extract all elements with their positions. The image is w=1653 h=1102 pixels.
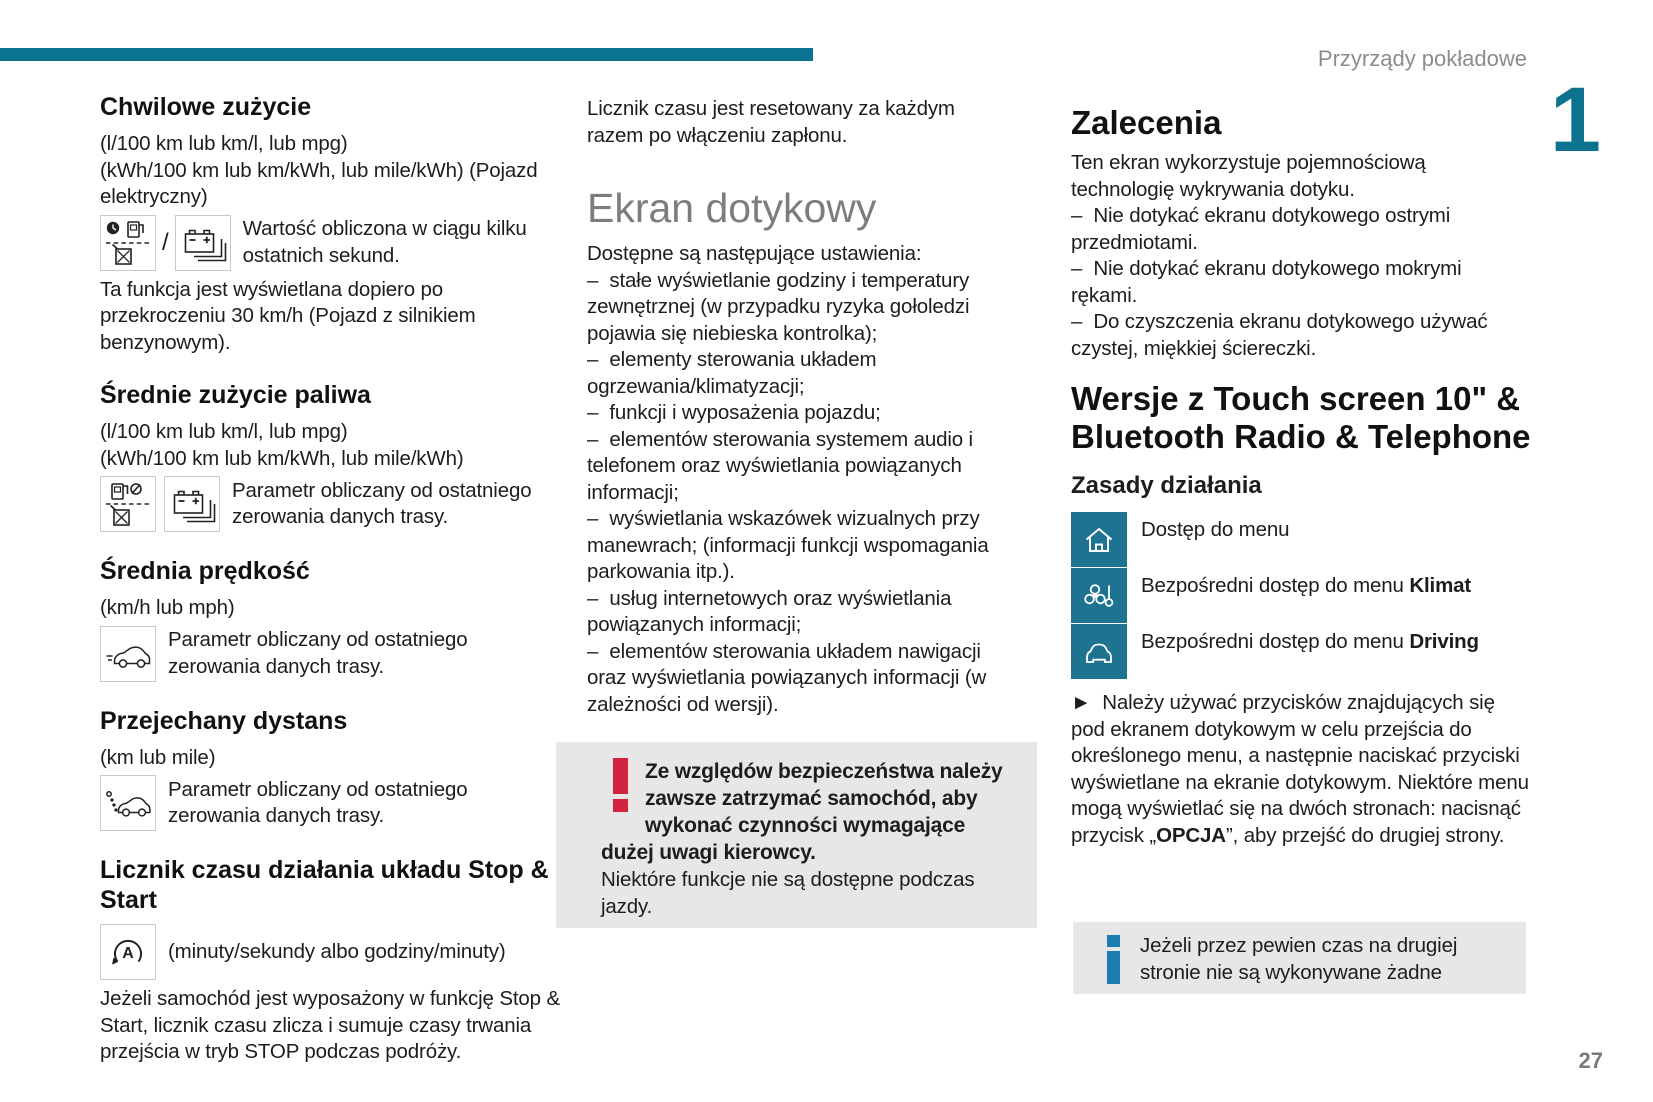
chapter-number: 1 — [1549, 69, 1601, 171]
section-title-touch-screen: Ekran dotykowy — [587, 185, 877, 231]
column-touch-screen — [587, 96, 1005, 718]
battery-icon — [175, 215, 231, 271]
column-trip-computer — [100, 92, 560, 1066]
unit-line: (l/100 km lub km/l, lub mpg) — [100, 132, 348, 155]
unit-line: (kWh/100 km lub km/kWh, lub mile/kWh) (Pojazd elektryczny) — [100, 158, 538, 208]
page-number: 27 — [1578, 1048, 1603, 1073]
instruction-bold-opcja: OPCJA — [1156, 823, 1226, 847]
section-title-stop-start-timer: Licznik czasu działania układu Stop & Start — [100, 856, 549, 914]
unit-line: (km/h lub mph) — [100, 596, 235, 619]
settings-item: – stałe wyświetlanie godziny i temperatury zewnętrznej (w przypadku ryzyka gołoledzi pojawia się niebieska kontrolka); — [587, 268, 970, 345]
subsection-title-operating-principles: Zasady działania — [1071, 472, 1262, 499]
menu-label-bold: Klimat — [1409, 574, 1472, 597]
car-distance-icon — [100, 775, 156, 831]
fuel-instant-icon — [100, 215, 156, 271]
unit-line: (km lub mile) — [100, 745, 216, 769]
section-title-instant-consumption: Chwilowe zużycie — [100, 93, 312, 121]
recommendation-item: – Nie dotykać ekranu dotykowego mokrymi rękami. — [1071, 257, 1462, 307]
section-title-touchscreen-versions: Wersje z Touch screen 10" & Bluetooth Radio & Telephone — [1071, 380, 1531, 455]
menu-label-text: Bezpośredni dostęp do menu — [1141, 574, 1410, 597]
icon-caption: Parametr obliczany od ostatniego zerowania danych trasy. — [168, 628, 468, 678]
recommendation-item: – Do czyszczenia ekranu dotykowego używać czystej, miękkiej ściereczki. — [1071, 310, 1488, 360]
unit-line: (kWh/100 km lub km/kWh, lub mile/kWh) — [100, 446, 464, 470]
section-title-recommendations: Zalecenia — [1071, 104, 1222, 141]
average-consumption-icon-row — [100, 476, 560, 532]
column-recommendations — [1071, 104, 1533, 849]
stop-start-icon-row — [100, 924, 560, 980]
car-speed-icon — [100, 626, 156, 682]
menu-row-home — [1071, 512, 1533, 568]
recommendation-item: – Nie dotykać ekranu dotykowego ostrymi przedmiotami. — [1071, 204, 1451, 254]
note-paragraph: Jeżeli samochód jest wyposażony w funkcję Stop & Start, licznik czasu zlicza i sumuje czasy trwania przejścia w tryb STOP podczas podróży. — [100, 987, 560, 1063]
section-title-distance: Przejechany dystans — [100, 706, 348, 735]
icon-caption: Parametr obliczany od ostatniego zerowania danych trasy. — [168, 777, 468, 827]
section-title-average-speed: Średnia prędkość — [100, 557, 310, 585]
menu-label-bold: Driving — [1409, 630, 1479, 653]
note-paragraph: Ta funkcja jest wyświetlana dopiero po przekroczeniu 30 km/h (Pojazd z silnikiem benzynowym). — [100, 277, 476, 354]
section-title-average-consumption: Średnie zużycie paliwa — [100, 381, 371, 409]
settings-item: – elementów sterowania systemem audio i telefonem oraz wyświetlania powiązanych informacji; — [587, 427, 973, 504]
menu-row-climate — [1071, 568, 1533, 624]
icon-caption: Wartość obliczona w ciągu kilku ostatnich sekund. — [242, 217, 527, 267]
settings-item: – usług internetowych oraz wyświetlania powiązanych informacji; — [587, 586, 952, 636]
home-icon — [1071, 512, 1127, 567]
menu-label — [1141, 624, 1479, 656]
icon-caption: (minuty/sekundy albo godziny/minuty) — [168, 939, 506, 963]
instruction-text: ”, aby przejść do drugiej strony. — [1225, 823, 1505, 847]
climate-icon — [1071, 568, 1127, 623]
settings-item: – wyświetlania wskazówek wizualnych przy manewrach; (informacji funkcji wspomagania parkowania itp.). — [587, 507, 989, 583]
driving-icon — [1071, 624, 1127, 679]
recommendations-intro: Ten ekran wykorzystuje pojemnościową technologię wykrywania dotyku. — [1071, 151, 1426, 201]
slash-separator: / — [162, 228, 169, 256]
stop-start-icon — [100, 924, 156, 980]
distance-icon-row — [100, 775, 560, 831]
fuel-average-icon — [100, 476, 156, 532]
settings-item: – elementy sterowania układem ogrzewania/klimatyzacji; — [587, 348, 877, 398]
warning-exclamation-icon — [601, 758, 645, 816]
menu-label-text: Bezpośredni dostęp do menu — [1141, 630, 1410, 653]
info-note-box — [1073, 922, 1526, 994]
menu-label-text: Dostęp do menu — [1141, 518, 1290, 541]
menu-label — [1141, 512, 1289, 544]
settings-item: – funkcji i wyposażenia pojazdu; — [587, 401, 881, 424]
battery-icon — [164, 476, 220, 532]
menu-row-driving — [1071, 624, 1533, 680]
average-speed-icon-row — [100, 626, 560, 682]
info-note-text: Jeżeli przez pewien czas na drugiej stronie nie są wykonywane żadne — [1140, 934, 1458, 984]
safety-warning-box — [556, 742, 1037, 928]
warning-normal-text: Niektóre funkcje nie są dostępne podczas jazdy. — [601, 868, 975, 918]
instruction-text: ► Należy używać przycisków znajdujących się pod ekranem dotykowym w celu przejścia do określonego menu, a następnie naciskać przyciski wyświetlane na ekranie dotykowym. Niektóre menu mogą wyświetlać się na dwóch stronach: nacisnąć przycisk „ — [1071, 691, 1529, 847]
running-header: Przyrządy pokładowe — [1317, 46, 1527, 71]
info-i-icon — [1107, 935, 1120, 984]
settings-item: – elementów sterowania układem nawigacji oraz wyświetlania powiązanych informacji (w zależności od wersji). — [587, 639, 987, 716]
icon-caption: Parametr obliczany od ostatniego zerowania danych trasy. — [232, 478, 532, 528]
settings-lead: Dostępne są następujące ustawienia: — [587, 242, 922, 265]
timer-reset-note: Licznik czasu jest resetowany za każdym razem po włączeniu zapłonu. — [587, 97, 955, 147]
buttons-instruction — [1071, 690, 1533, 849]
menu-label — [1141, 568, 1471, 600]
warning-bold-text: Ze względów bezpieczeństwa należy zawsze zatrzymać samochód, aby wykonać czynności wymagające dużej uwagi kierowcy. — [601, 760, 1003, 864]
instant-consumption-icon-row — [100, 215, 560, 271]
header-accent-bar — [0, 48, 813, 61]
svg-text:A: A — [122, 945, 134, 962]
unit-line: (l/100 km lub km/l, lub mpg) — [100, 420, 348, 443]
